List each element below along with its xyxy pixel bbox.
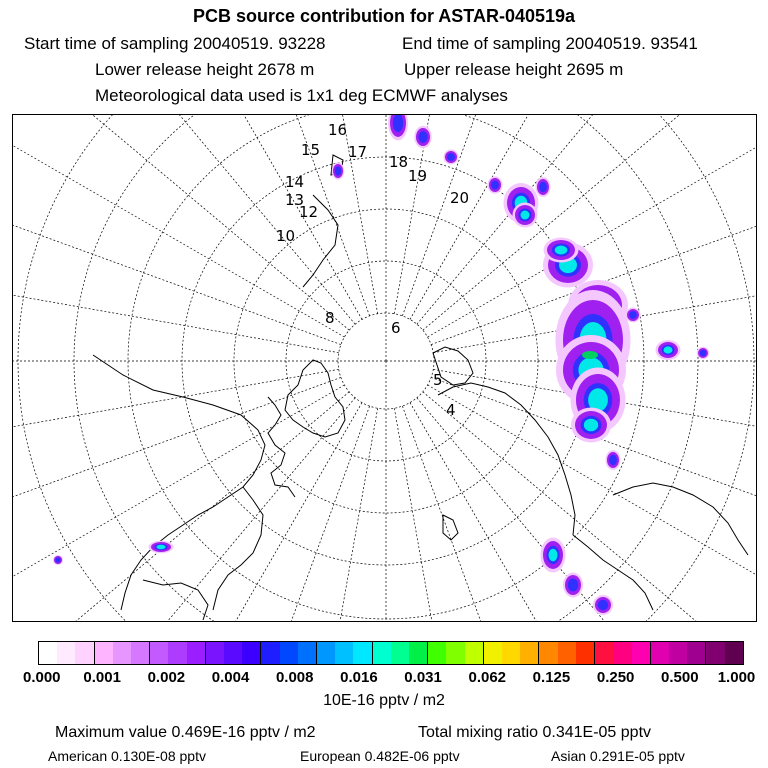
plume-peak (157, 545, 166, 550)
color-scale-swatch (39, 642, 57, 664)
trajectory-label: 16 (328, 121, 348, 139)
color-scale-swatch (95, 642, 113, 664)
color-scale-swatch (242, 642, 261, 664)
coastline-greenland (285, 360, 345, 437)
coastline-asia-east (573, 535, 653, 610)
color-scale-tick-label: 0.000 (22, 669, 61, 686)
polar-map (12, 114, 757, 622)
plume-max (582, 351, 598, 359)
plume-core (418, 131, 427, 143)
color-scale-swatch (409, 642, 428, 664)
color-scale-swatch (446, 642, 464, 664)
color-scale-swatch (261, 642, 279, 664)
color-scale-tick-label: 0.031 (404, 669, 442, 686)
start-time-label: Start time of sampling 20040519. 93228 (24, 34, 326, 53)
color-scale-swatch (298, 642, 317, 664)
color-scale-tick-label: 0.001 (83, 669, 121, 686)
asian-contribution: Asian 0.291E-05 pptv (551, 748, 685, 764)
total-mixing-label: Total mixing ratio 0.341E-05 pptv (418, 724, 652, 741)
color-scale-tick-label: 0.062 (468, 669, 507, 686)
color-scale-swatch (353, 642, 372, 664)
color-scale-swatch (373, 642, 391, 664)
meridian-line (13, 392, 349, 622)
coastline-alaska (143, 580, 208, 620)
plume-peak (664, 346, 673, 353)
color-scale-swatch (539, 642, 557, 664)
upper-height-label: Upper release height 2695 m (404, 60, 624, 79)
plume-core (629, 311, 637, 319)
plume-core (335, 166, 342, 175)
color-scale-swatch (576, 642, 595, 664)
color-scale-tick-label: 0.500 (661, 669, 699, 686)
trajectory-label: 6 (391, 319, 401, 337)
plume-peak (584, 419, 598, 432)
color-scale-bar (38, 641, 744, 665)
color-scale-swatch (224, 642, 242, 664)
color-scale-swatch (113, 642, 131, 664)
coastline-siberia (438, 383, 575, 535)
color-scale-swatch (131, 642, 150, 664)
trajectory-label: 10 (276, 227, 296, 245)
color-scale-swatch (280, 642, 298, 664)
color-scale-swatch (57, 642, 75, 664)
plume-peak (555, 246, 568, 255)
color-scale-swatch (725, 642, 743, 664)
plume-core (491, 180, 499, 189)
color-scale-swatch (465, 642, 484, 664)
plume-peak (549, 549, 558, 562)
meridian-line (13, 385, 344, 622)
color-scale-swatch (187, 642, 206, 664)
color-scale-swatch (335, 642, 353, 664)
meridian-line (147, 115, 370, 316)
color-scale-swatch (75, 642, 94, 664)
color-scale-swatch (632, 642, 651, 664)
plume-core (609, 455, 617, 465)
plume-core (55, 557, 60, 562)
trajectory-label: 13 (285, 191, 305, 209)
coastline-svalbard (443, 515, 458, 540)
color-scale-swatch (502, 642, 520, 664)
trajectory-label: 5 (433, 371, 443, 389)
trajectory-label: 14 (285, 173, 305, 191)
meridian-line (13, 369, 339, 482)
color-scale-swatch (706, 642, 724, 664)
lower-height-label: Lower release height 2678 m (95, 60, 315, 79)
meridian-line (13, 398, 355, 622)
coastline-arctic-archipelago (268, 397, 295, 497)
plume-core (700, 350, 707, 357)
units-label: 10E-16 pptv / m2 (323, 692, 445, 709)
color-scale-swatch (317, 642, 335, 664)
trajectory-label: 17 (348, 143, 368, 161)
color-scale-tick-label: 0.002 (147, 669, 186, 686)
american-contribution: American 0.130E-08 pptv (48, 748, 206, 764)
trajectory-label: 12 (299, 203, 319, 221)
color-scale-swatch (168, 642, 186, 664)
plume-core (539, 182, 547, 192)
color-scale-swatch (595, 642, 613, 664)
color-scale-tick-label: 0.250 (596, 669, 635, 686)
meridian-line (147, 406, 370, 622)
trajectory-labels (276, 121, 469, 419)
color-scale-tick-label: 0.125 (532, 669, 571, 686)
trajectory-label: 19 (408, 167, 428, 185)
european-contribution: European 0.482E-06 pptv (300, 748, 460, 764)
coastline-asia-north (613, 483, 748, 555)
plume-core (568, 579, 578, 592)
trajectory-label: 20 (450, 189, 470, 207)
coastlines (93, 155, 748, 620)
color-scale-swatch (206, 642, 224, 664)
coastline-hudson (213, 487, 263, 610)
meridian-line (36, 403, 362, 622)
color-scale-swatch (150, 642, 168, 664)
plume-field (53, 115, 709, 615)
color-scale-swatch (687, 642, 706, 664)
meridian-line (264, 408, 377, 622)
meridian-line (410, 115, 736, 319)
plume-peak (521, 211, 530, 220)
meridian-line (394, 408, 507, 622)
meteo-data-label: Meteorological data used is 1x1 deg ECMWF analyses (95, 86, 508, 105)
coastline-north-america (93, 355, 265, 610)
plume-core (598, 600, 608, 610)
map-title: PCB source contribution for ASTAR-040519a (192, 6, 576, 26)
lat-lon-grid (13, 115, 757, 622)
trajectory-label: 18 (389, 153, 409, 171)
color-scale-swatch (391, 642, 409, 664)
end-time-label: End time of sampling 20040519. 93541 (402, 34, 698, 53)
trajectory-label: 15 (301, 141, 321, 159)
map-canvas (13, 115, 757, 622)
color-scale-tick-label: 0.008 (275, 669, 314, 686)
color-scale-swatch (520, 642, 539, 664)
color-scale-tick-label: 0.016 (340, 669, 378, 686)
color-scale-swatch (428, 642, 446, 664)
color-scale-swatch (558, 642, 576, 664)
meridian-line (13, 115, 349, 330)
color-scale-swatch (669, 642, 687, 664)
trajectory-label: 4 (446, 401, 456, 419)
color-scale-swatch (613, 642, 631, 664)
trajectory-label: 8 (325, 309, 335, 327)
plume-core (447, 153, 455, 161)
color-scale-tick-label: 1.000 (717, 669, 756, 686)
color-scale-tick-label: 0.004 (211, 669, 250, 686)
color-scale-swatch (651, 642, 669, 664)
meridian-line (13, 377, 341, 600)
color-scale-swatch (484, 642, 502, 664)
meridian-line (13, 239, 339, 352)
max-value-label: Maximum value 0.469E-16 pptv / m2 (55, 724, 316, 741)
